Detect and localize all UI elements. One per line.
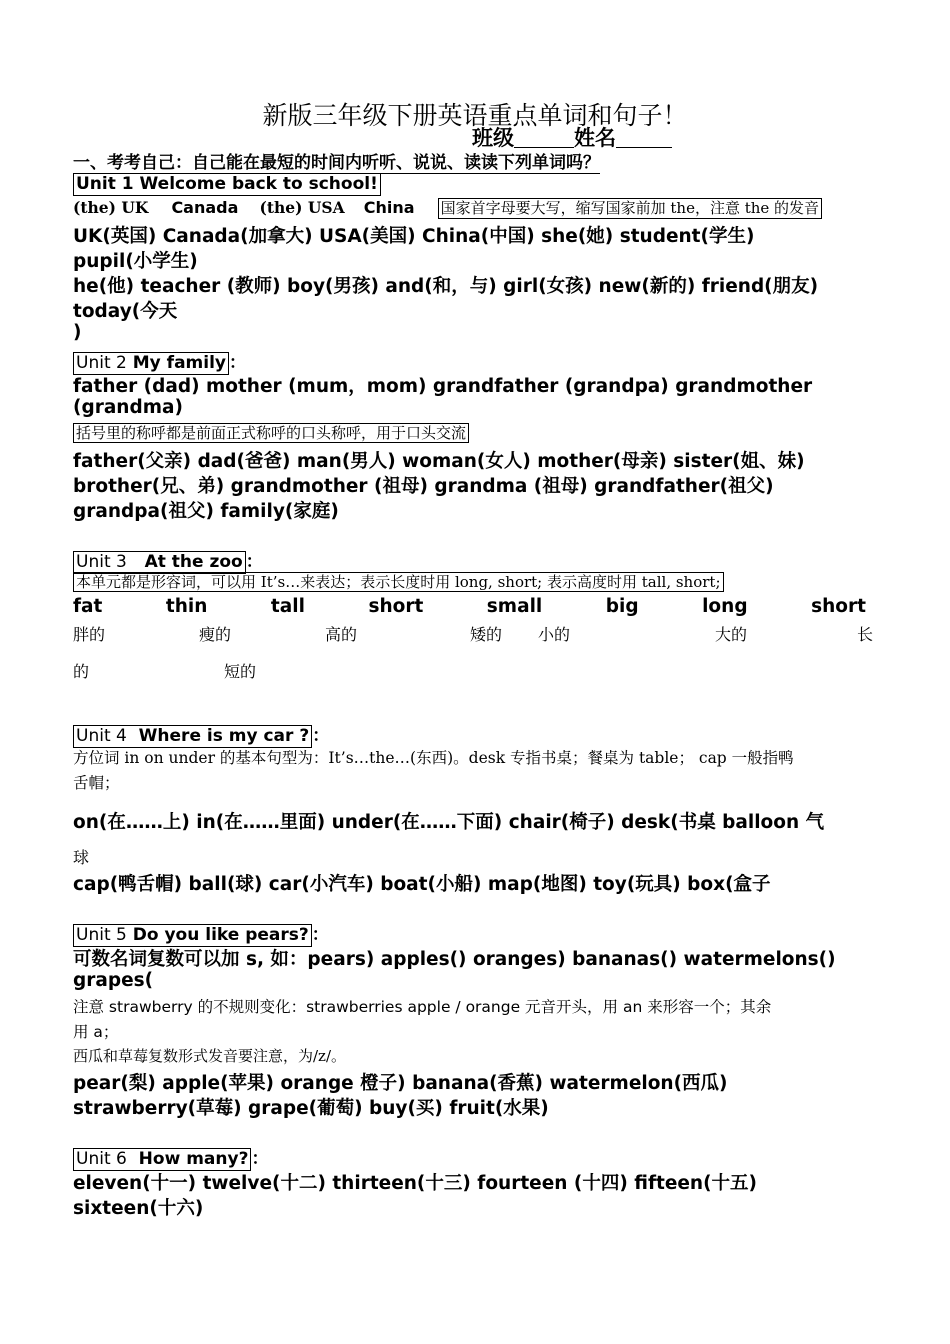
adjective-meaning: 的 [73,662,90,681]
unit4-line1: on(在……上) in(在……里面) under(在……下面) chair(椅子) desk(书桌 balloon 气 [73,812,825,833]
unit5-line3: pear(梨) apple(苹果) orange 橙子) banana(香蕉) watermelon(西瓜) [73,1073,728,1094]
unit2-note-row [73,423,880,443]
unit3-heading: Unit 3 At the zoo [73,551,246,574]
adjective-word: big [605,596,639,617]
unit5-line2: grapes( [73,970,154,991]
section-heading [73,148,880,174]
unit1-country-row [73,198,880,219]
unit3-note: 本单元都是形容词，可以用 It’s…来表达；表示长度时用 long, short; 表示高度时用 tall, short; [73,572,724,592]
adjective-word: fat [73,596,103,617]
adjective-word: short [368,596,424,617]
unit4-heading-row: Unit 4 Where is my car ? ： [73,721,880,748]
unit2-heading: Unit 2 My family [73,352,229,375]
adjective-word: short [811,596,866,617]
unit6-heading: Unit 6 How many? [73,1148,251,1171]
unit1-line3: he(他) teacher (教师) boy(男孩) and(和，与) girl(女孩) new(新的) friend(朋友) [73,276,819,297]
adjective-meaning: 瘦的 [199,625,232,644]
page-title: 新版三年级下册英语重点单词和句子！ [262,101,688,130]
unit2-line2: (grandma) [73,397,183,418]
unit5-note1: 注意 strawberry 的不规则变化：strawberries apple / orange 元音开头，用 an 来形容一个；其余 [73,998,772,1016]
unit2-line1: father (dad) mother (mum，mom) grandfather (grandpa) grandmother [73,376,813,397]
unit4-line3: cap(鸭舌帽) ball(球) car(小汽车) boat(小船) map(地图) toy(玩具) box(盒子 [73,874,771,895]
adjective-word: tall [270,596,305,617]
unit1-heading-row [73,173,880,196]
unit2-line5: grandpa(祖父) family(家庭) [73,501,339,522]
adjective-meaning: 长 [857,625,874,644]
adjective-meaning: 短的 [224,662,257,681]
unit1-line4: today(今天 [73,301,178,322]
adjective-meaning: 矮的 [470,625,503,644]
unit2-heading-row: Unit 2 My family ： [73,348,880,375]
unit3-heading-row: Unit 3 At the zoo ： [73,547,880,574]
adjective-meaning: 大的 [715,625,748,644]
unit1-line5: ) [73,322,82,343]
unit4-heading: Unit 4 Where is my car ? [73,725,312,748]
unit5-heading-row: Unit 5 Do you like pears? ： [73,920,880,947]
unit6-line2: sixteen(十六) [73,1198,204,1219]
unit5-line1: 可数名词复数可以加 s, 如：pears) apples() oranges) bananas() watermelons() [73,949,836,970]
unit2-line4: brother(兄、弟) grandmother (祖母) grandma (祖母) grandfather(祖父) [73,476,774,497]
country-uk: (the) UK [73,198,149,217]
unit5-note3: 西瓜和草莓复数形式发音要注意，为/z/。 [73,1047,347,1065]
adjective-word: long [702,596,748,617]
unit4-note1: 方位词 in on under 的基本句型为：It’s…the…(东西)。desk 专指书桌；餐桌为 table； cap 一般指鸭 [73,749,794,767]
unit6-heading-row: Unit 6 How many? ： [73,1144,880,1171]
country-china: China [363,198,415,217]
country-usa: (the) USA [259,198,345,217]
unit1-line1: UK(英国) Canada(加拿大) USA(美国) China(中国) she(她) student(学生) [73,226,755,247]
adjective-meaning: 胖的 [73,625,106,644]
unit5-note2: 用 a； [73,1023,119,1041]
unit2-line3: father(父亲) dad(爸爸) man(男人) woman(女人) mother(母亲) sister(姐、妹) [73,451,805,472]
adjective-meaning: 小的 [538,625,571,644]
adjective-meaning: 高的 [325,625,358,644]
unit5-line4: strawberry(草莓) grape(葡萄) buy(买) fruit(水果) [73,1098,549,1119]
adjective-word: thin [165,596,208,617]
adjective-row [73,596,880,617]
unit5-heading: Unit 5 Do you like pears? [73,924,312,947]
country-canada: Canada [171,198,239,217]
unit4-note2: 舌帽； [73,774,120,792]
unit2-note: 括号里的称呼都是前面正式称呼的口头称呼，用于口头交流 [73,423,469,443]
adjective-word: small [486,596,543,617]
class-label: 班级 [472,126,514,150]
section-heading-text: 一、考考自己：自己能在最短的时间内听听、说说、读读下列单词吗？ [73,148,600,174]
unit3-note-row [73,572,880,592]
unit4-line2: 球 [73,848,90,867]
unit1-line2: pupil(小学生) [73,251,198,272]
name-label: 姓名 [574,126,616,150]
unit1-note: 国家首字母要大写，缩写国家前加 the，注意 the 的发音 [438,198,822,219]
unit6-line1: eleven(十一) twelve(十二) thirteen(十三) fourteen (十四) fifteen(十五) [73,1173,758,1194]
unit1-heading: Unit 1 Welcome back to school! [73,173,381,196]
